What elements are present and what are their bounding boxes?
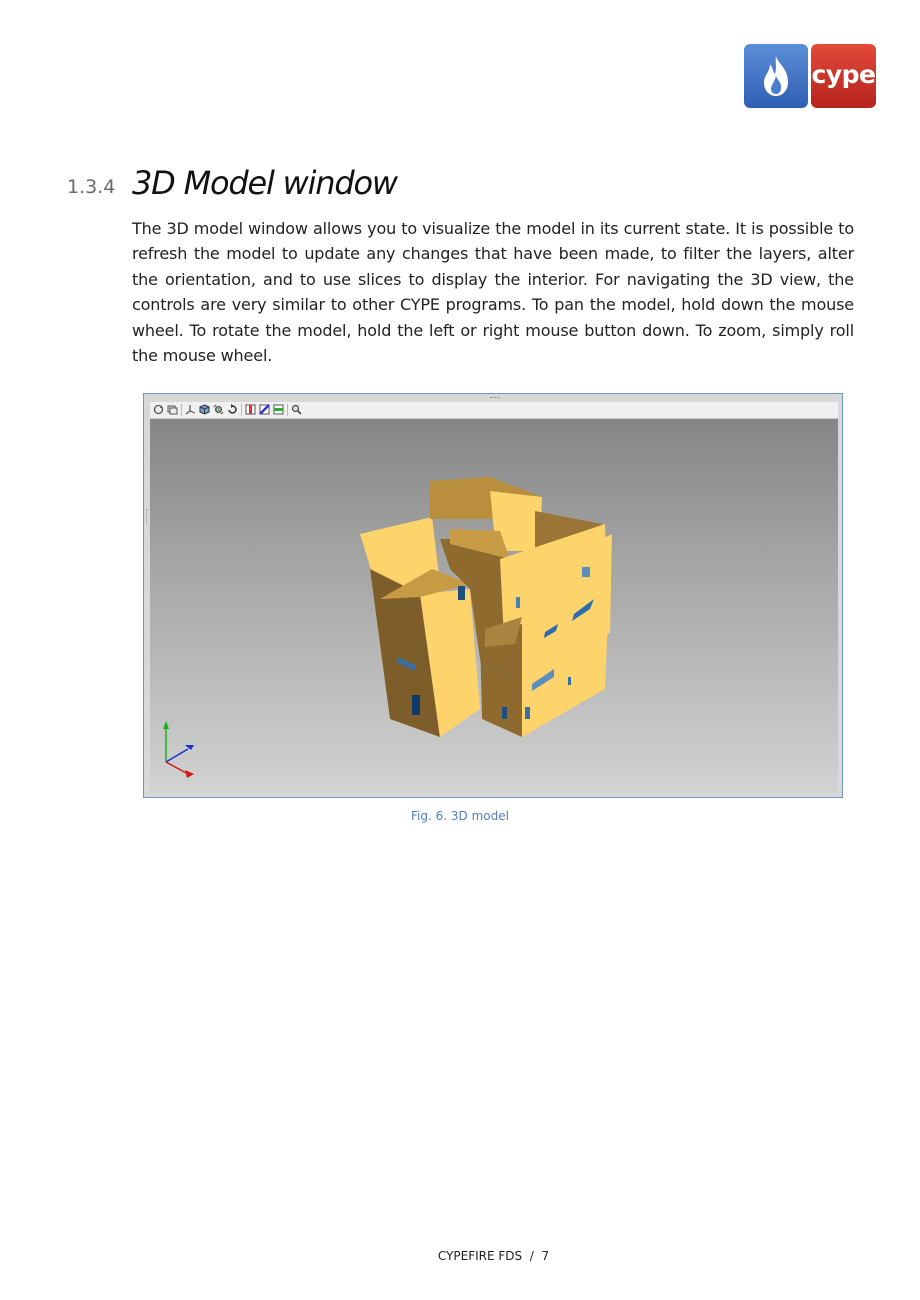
body-paragraph: The 3D model window allows you to visualize the model in its current state. It is possible to refresh the model to update any changes that have been made, to filter the layers, alter the orientation, and to use slices to display the interior. For navigating the 3D view, the controls are very similar to other CYPE programs. To pan the model, hold down the mouse wheel. To rotate the model, hold the left or right mouse button down. To zoom, simply roll the mouse wheel. [132, 219, 854, 366]
window-grip [490, 397, 500, 400]
flame-icon [744, 44, 808, 108]
model-window-figure [143, 393, 843, 798]
axes-icon[interactable] [185, 404, 196, 415]
rotate-icon[interactable] [227, 404, 238, 415]
viewer-toolbar [150, 402, 838, 419]
toolbar-separator [241, 404, 242, 416]
window [502, 707, 507, 719]
side-grip [146, 509, 149, 523]
orbit-icon[interactable] [213, 404, 224, 415]
z-axis [166, 749, 188, 762]
figure-caption: Fig. 6. 3D model [411, 809, 509, 823]
slice-z-icon[interactable] [273, 404, 284, 415]
toolbar-separator [181, 404, 182, 416]
slice-x-icon[interactable] [245, 404, 256, 415]
toolbar-separator [287, 404, 288, 416]
window [516, 597, 520, 608]
logo-text: cype [811, 44, 876, 108]
window [582, 567, 590, 577]
refresh-icon[interactable] [153, 404, 164, 415]
cype-logo [744, 44, 876, 109]
window [458, 586, 465, 600]
3d-viewport[interactable] [150, 419, 838, 793]
layers-icon[interactable] [167, 404, 178, 415]
x-axis [166, 762, 188, 774]
page-footer: CYPEFIRE FDS / 7 [437, 1249, 550, 1263]
x-axis-arrow [185, 770, 194, 778]
zoom-icon[interactable] [291, 404, 302, 415]
window [525, 707, 530, 719]
door [412, 695, 420, 715]
slice-y-icon[interactable] [259, 404, 270, 415]
section-title: 3D Model window [132, 164, 397, 202]
building-model [150, 419, 838, 793]
y-axis-arrow [163, 721, 169, 729]
cube-view-icon[interactable] [199, 404, 210, 415]
window [568, 677, 571, 685]
section-number: 1.3.4 [67, 176, 116, 198]
